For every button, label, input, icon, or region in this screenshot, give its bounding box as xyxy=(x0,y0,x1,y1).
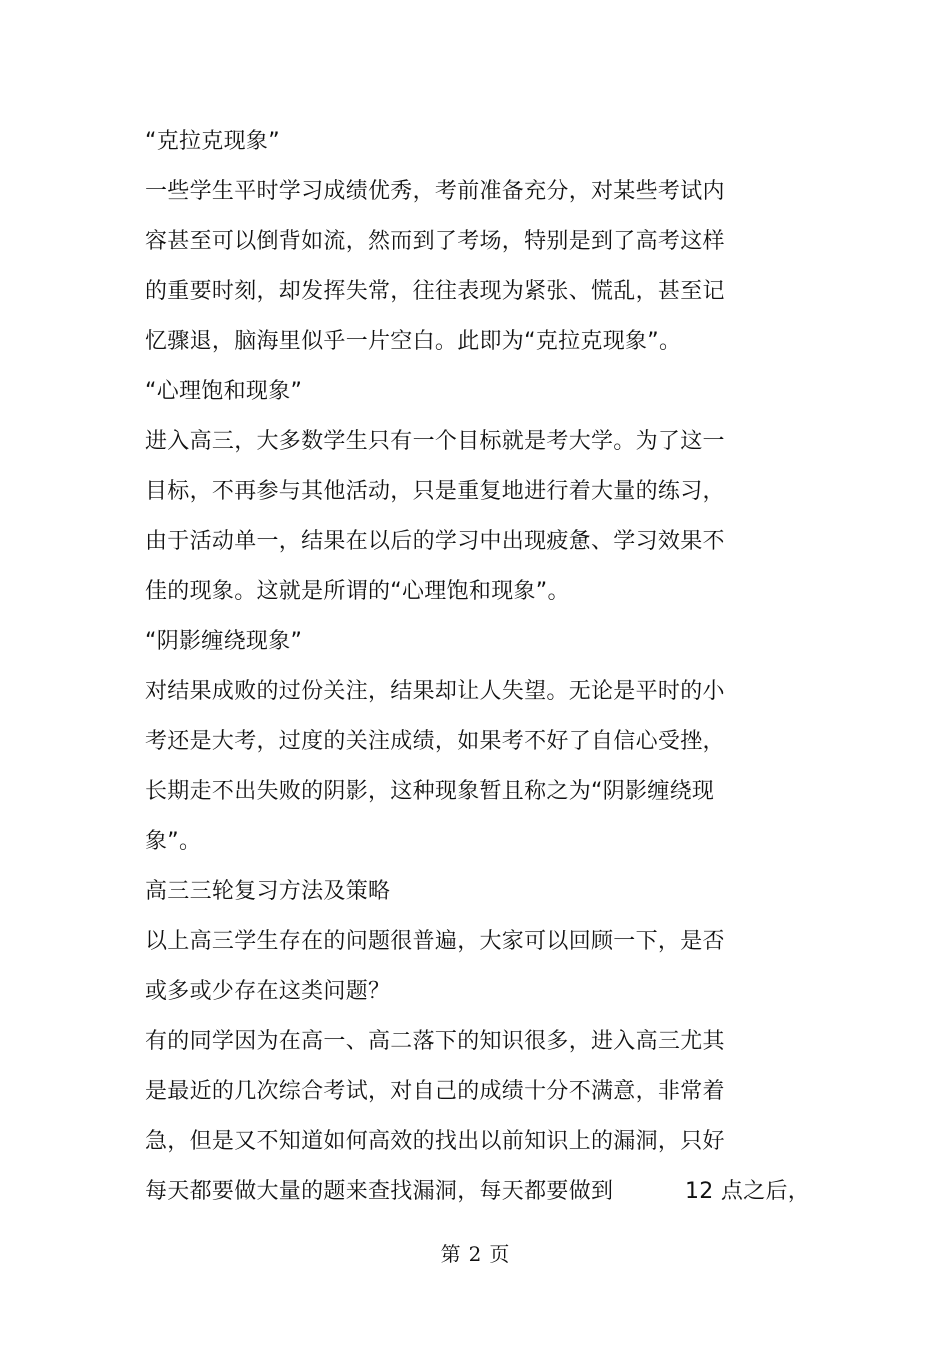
paragraph-line: 目标，不再参与其他活动，只是重复地进行着大量的练习， xyxy=(145,479,725,504)
paragraph-line: 象”。 xyxy=(145,829,202,854)
paragraph-line: 容甚至可以倒背如流，然而到了考场，特别是到了高考这样 xyxy=(145,229,725,254)
heading-shadow-entanglement: “阴影缠绕现象” xyxy=(145,629,303,654)
paragraph-line: 进入高三，大多数学生只有一个目标就是考大学。为了这一 xyxy=(145,429,725,454)
paragraph-line: 有的同学因为在高一、高二落下的知识很多，进入高三尤其 xyxy=(145,1029,725,1054)
page-number-suffix: 页 xyxy=(489,1242,510,1266)
paragraph-line: 或多或少存在这类问题？ xyxy=(145,979,391,1004)
paragraph-line: 考还是大考，过度的关注成绩，如果考不好了自信心受挫， xyxy=(145,729,725,754)
paragraph-line: 一些学生平时学习成绩优秀，考前准备充分，对某些考试内 xyxy=(145,179,725,204)
heading-review-strategy: 高三三轮复习方法及策略 xyxy=(145,879,391,904)
paragraph-line: 由于活动单一，结果在以后的学习中出现疲惫、学习效果不 xyxy=(145,529,725,554)
page-number-value: 2 xyxy=(468,1242,482,1266)
page-number xyxy=(0,1240,950,1268)
paragraph-line: 长期走不出失败的阴影，这种现象暂且称之为“阴影缠绕现 xyxy=(145,779,715,804)
paragraph-line: 忆骤退，脑海里似乎一片空白。此即为“克拉克现象”。 xyxy=(145,329,682,354)
paragraph-line: 是最近的几次综合考试，对自己的成绩十分不满意，非常着 xyxy=(145,1079,725,1104)
paragraph-line: 对结果成败的过份关注，结果却让人失望。无论是平时的小 xyxy=(145,679,725,704)
paragraph-line: 以上高三学生存在的问题很普遍，大家可以回顾一下，是否 xyxy=(145,929,725,954)
paragraph-line: 佳的现象。这就是所谓的“心理饱和现象”。 xyxy=(145,579,570,604)
last-line-time: 12 点之后， xyxy=(685,1179,811,1204)
page-number-prefix: 第 xyxy=(440,1242,461,1266)
paragraph-line: 的重要时刻，却发挥失常，往往表现为紧张、慌乱，甚至记 xyxy=(145,279,725,304)
heading-clark-phenomenon: “克拉克现象” xyxy=(145,129,280,154)
paragraph-line: 急，但是又不知道如何高效的找出以前知识上的漏洞，只好 xyxy=(145,1129,725,1154)
last-line-text: 每天都要做大量的题来查找漏洞，每天都要做到 xyxy=(145,1179,614,1204)
heading-psychological-saturation: “心理饱和现象” xyxy=(145,379,303,404)
